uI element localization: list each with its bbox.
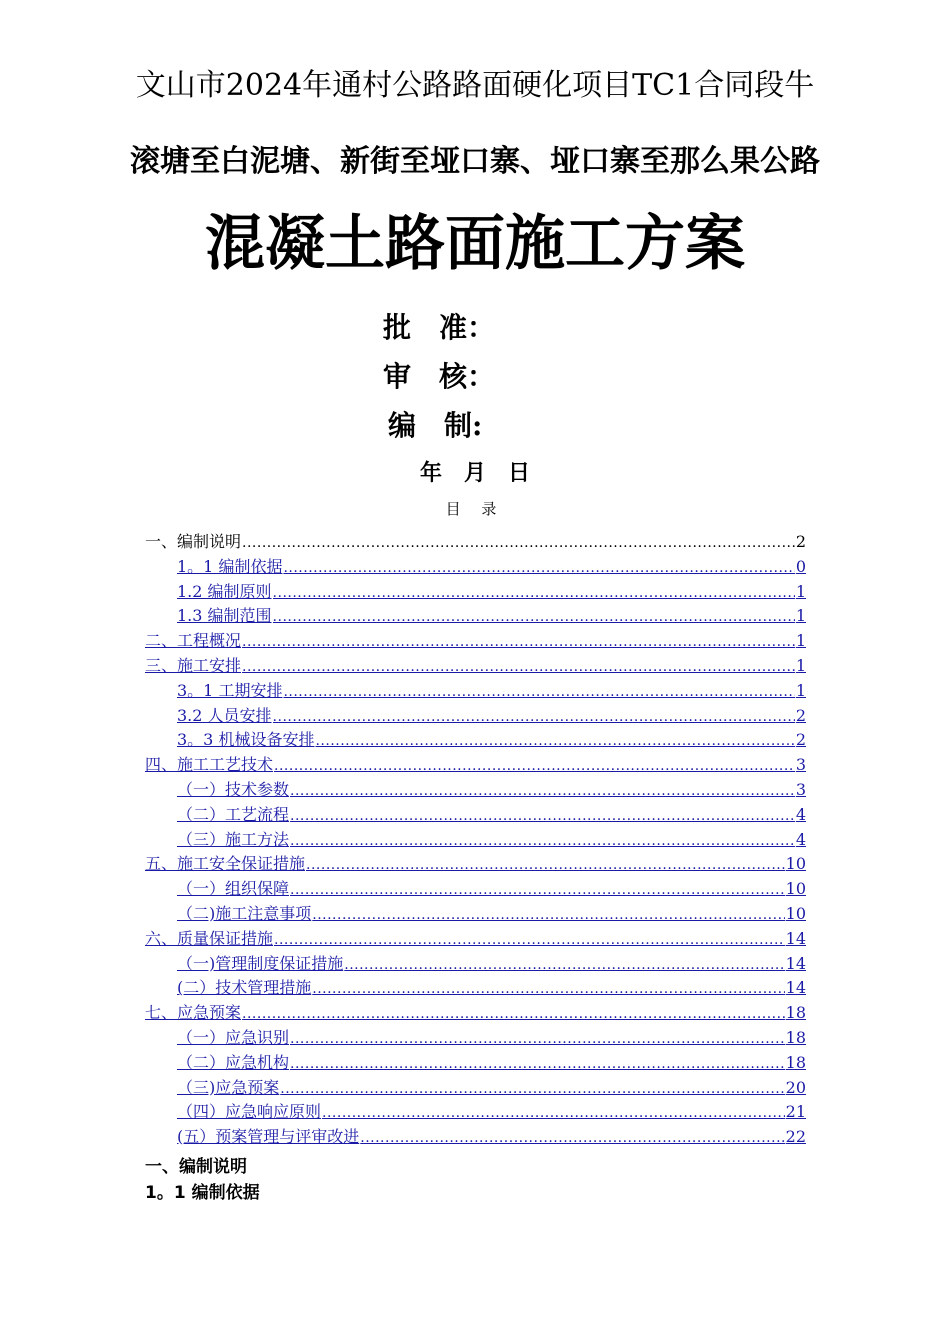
toc-entry[interactable] [145,679,806,704]
toc-entry-label: 六、质量保证措施 [145,928,274,948]
toc-entry-page: 3 [795,779,806,799]
toc-entry[interactable] [145,530,806,555]
toc-entry-page: 14 [785,978,806,998]
toc-entry[interactable] [145,927,806,952]
toc-entry[interactable] [145,803,806,828]
toc-entry-label: （四）应急响应原则 [177,1102,322,1122]
toc-entry[interactable] [145,1026,806,1051]
toc-leader-dots [273,704,795,730]
toc-entry[interactable] [145,753,806,778]
toc-entry-label: 3.2 人员安排 [177,705,272,725]
toc-entry-label: （一)管理制度保证措施 [177,953,344,973]
toc-leader-dots [312,976,784,1002]
toc-entry-label: 1。1 编制依据 [177,556,283,576]
toc-leader-dots [344,952,784,978]
toc-leader-dots [242,629,795,655]
toc-leader-dots [306,852,785,878]
compile-label: 编 制: [388,409,483,442]
toc-entry-page: 1 [795,606,806,626]
toc-entry[interactable] [145,580,806,605]
toc-entry-page: 10 [785,903,806,923]
toc-leader-dots [283,679,794,705]
toc-leader-dots [273,580,795,606]
document-main-title: 混凝土路面施工方案 [205,209,745,279]
toc-entry-page: 10 [785,879,806,899]
toc-entry[interactable] [145,778,806,803]
date-line: 年 月 日 [419,460,530,486]
toc-leader-dots [315,728,794,754]
toc-entry-label: （一）技术参数 [177,779,290,799]
toc-leader-dots [360,1125,784,1151]
table-of-contents [145,530,806,1150]
toc-entry[interactable] [145,704,806,729]
toc-entry-label: (二）技术管理措施 [177,978,312,998]
toc-entry[interactable] [145,976,806,1001]
toc-entry-label: （二）应急机构 [177,1052,290,1072]
toc-entry-label: （二）工艺流程 [177,804,290,824]
toc-entry-page: 1 [795,631,806,651]
toc-entry-page: 22 [785,1127,806,1147]
toc-entry[interactable] [145,1100,806,1125]
toc-leader-dots [290,1051,785,1077]
toc-entry-label: 1.2 编制原则 [177,581,272,601]
review-label: 审 核： [383,360,496,393]
toc-entry[interactable] [145,902,806,927]
toc-entry-page: 21 [785,1102,806,1122]
toc-entry-label: 3。1 工期安排 [177,680,283,700]
toc-entry-page: 20 [785,1077,806,1097]
toc-entry[interactable] [145,1051,806,1076]
toc-leader-dots [273,604,795,630]
toc-entry[interactable] [145,654,806,679]
toc-entry-page: 4 [795,804,806,824]
toc-heading: 目 录 [445,500,505,518]
toc-entry-page: 10 [785,854,806,874]
toc-entry-label: (五）预案管理与评审改进 [177,1127,360,1147]
project-title-line-1: 文山市2024年通村公路路面硬化项目TC1合同段牛 [135,68,815,103]
toc-entry-label: 七、应急预案 [145,1003,242,1023]
toc-entry-label: 四、施工工艺技术 [145,755,274,775]
project-title-line-2: 滚塘至白泥塘、新街至垭口寨、垭口寨至那么果公路 [130,144,820,179]
toc-entry[interactable] [145,852,806,877]
toc-leader-dots [280,1076,784,1102]
approve-label: 批 准： [383,311,496,344]
toc-entry-label: 一、编制说明 [145,532,242,551]
toc-leader-dots [312,902,784,928]
toc-entry[interactable] [145,604,806,629]
toc-entry-label: （一）应急识别 [177,1027,290,1047]
toc-entry[interactable] [145,629,806,654]
toc-entry-label: （二)施工注意事项 [177,903,312,923]
section-heading-compilation-notes: 一、编制说明 [145,1157,247,1177]
toc-entry-page: 4 [795,829,806,849]
toc-entry-label: 三、施工安排 [145,655,242,675]
toc-entry-page: 2 [795,730,806,750]
toc-entry-page: 18 [785,1003,806,1023]
toc-leader-dots [274,927,785,953]
toc-entry-label: 1.3 编制范围 [177,606,272,626]
toc-entry-page: 0 [795,556,806,576]
toc-entry[interactable] [145,877,806,902]
toc-leader-dots [283,555,794,581]
toc-entry-page: 14 [785,953,806,973]
toc-entry[interactable] [145,555,806,580]
toc-entry-label: 二、工程概况 [145,631,242,651]
toc-leader-dots [242,654,795,680]
toc-entry-page: 1 [795,680,806,700]
toc-entry-page: 14 [785,928,806,948]
toc-entry-page: 3 [795,755,806,775]
toc-leader-dots [322,1100,785,1126]
toc-entry[interactable] [145,728,806,753]
toc-entry-page: 18 [785,1052,806,1072]
toc-entry-label: （三)应急预案 [177,1077,280,1097]
toc-entry-page: 1 [795,655,806,675]
toc-entry-label: 3。3 机械设备安排 [177,730,315,750]
toc-entry-label: （一）组织保障 [177,879,290,899]
toc-entry-label: （三）施工方法 [177,829,290,849]
toc-entry-label: 五、施工安全保证措施 [145,854,306,874]
toc-leader-dots [242,1001,785,1027]
toc-entry[interactable] [145,828,806,853]
toc-entry[interactable] [145,952,806,977]
toc-entry[interactable] [145,1076,806,1101]
toc-entry-page: 18 [785,1027,806,1047]
toc-leader-dots [290,877,785,903]
toc-entry-page: 1 [795,581,806,601]
toc-entry-page: 2 [795,532,806,551]
toc-leader-dots [290,778,795,804]
toc-entry-page: 2 [795,705,806,725]
toc-entry[interactable] [145,1001,806,1026]
toc-leader-dots [290,803,795,829]
subsection-heading-compilation-basis: 1。1 编制依据 [145,1183,260,1203]
toc-entry[interactable] [145,1125,806,1150]
toc-leader-dots [274,753,795,779]
toc-leader-dots [290,1026,785,1052]
toc-leader-dots [242,530,795,556]
toc-leader-dots [290,828,795,854]
